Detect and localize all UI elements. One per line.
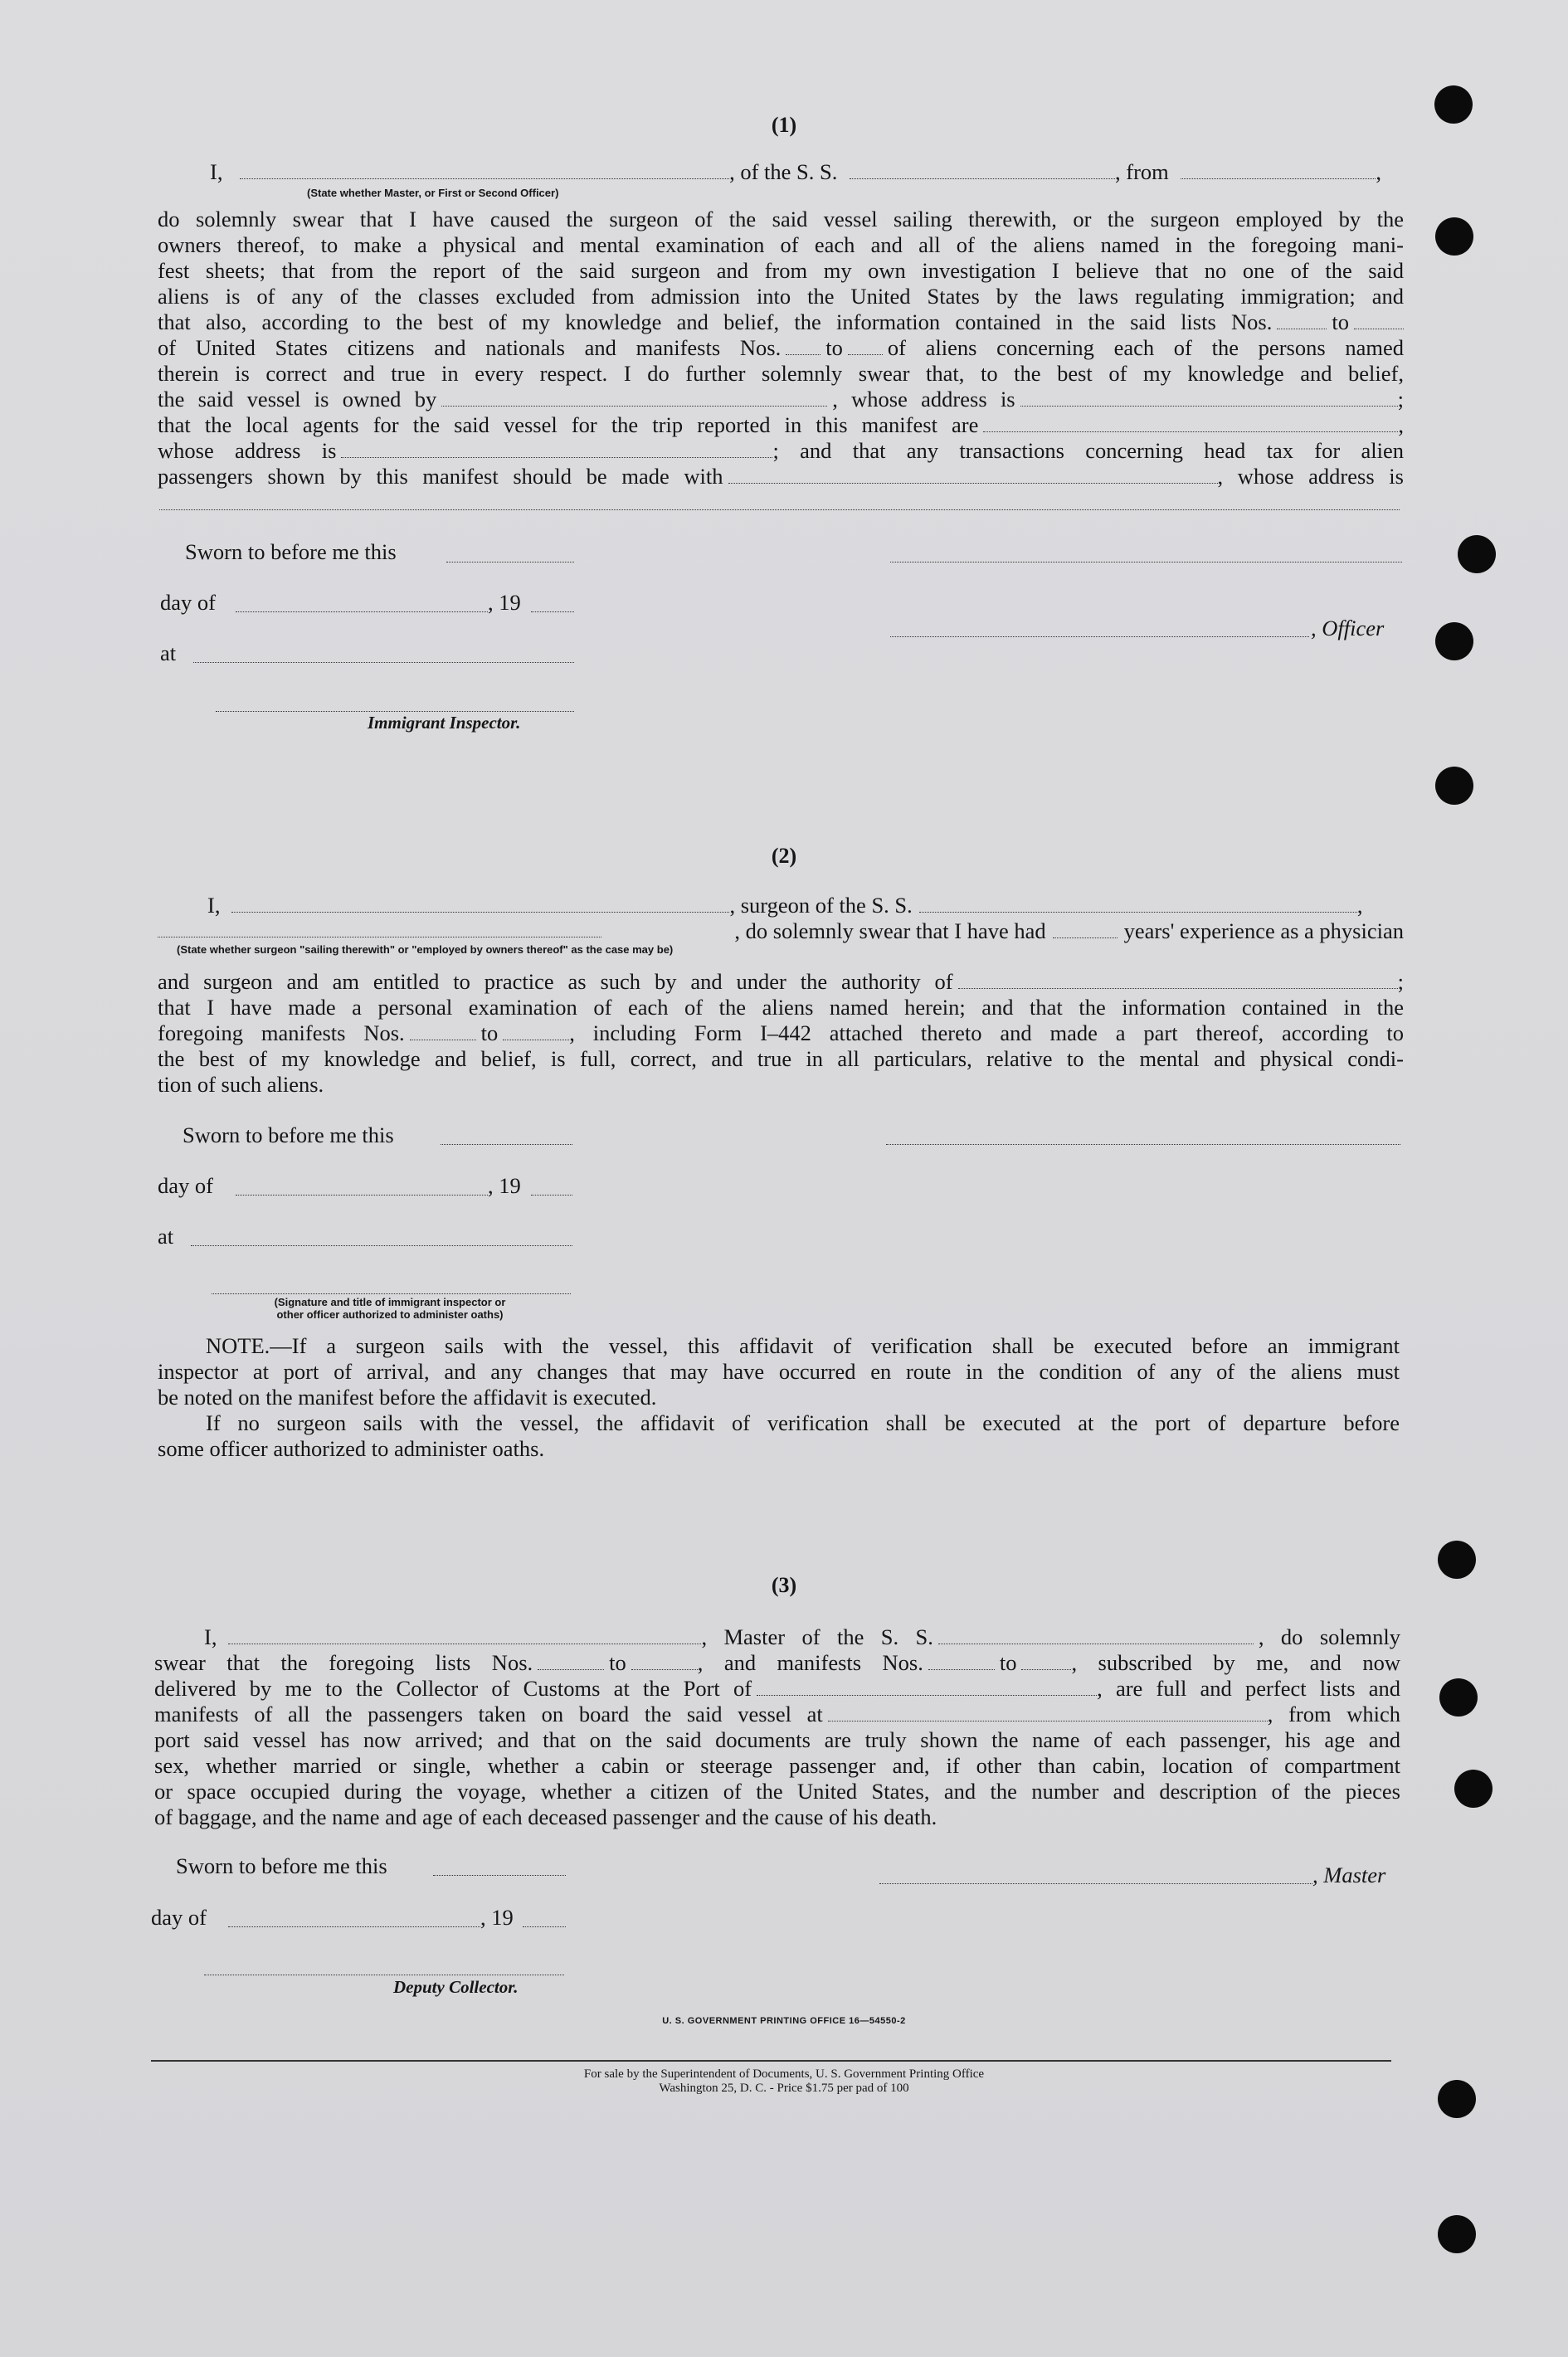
sworn-label: Sworn to before me this: [176, 1853, 387, 1878]
surgeon-name-field[interactable]: [231, 894, 729, 913]
master-manifest-from-field[interactable]: [928, 1651, 995, 1670]
citizen-list-to-field[interactable]: [1354, 310, 1404, 329]
agent-address-field[interactable]: [341, 439, 772, 458]
practice-authority-field[interactable]: [958, 970, 1398, 989]
punch-hole-icon: [1435, 622, 1473, 660]
sworn-date-field[interactable]: [433, 1873, 566, 1876]
deputy-label: Deputy Collector.: [393, 1977, 519, 1997]
surgeon-manifest-to-field[interactable]: [503, 1021, 569, 1040]
head-tax-contact-field[interactable]: [728, 465, 1218, 484]
signature-note: (Signature and title of immigrant inspector or other officer authorized to administer oaths): [274, 1296, 506, 1321]
at-label: at: [160, 640, 177, 665]
footer-divider: [151, 2060, 1391, 2062]
inspector-label: Immigrant Inspector.: [368, 713, 521, 733]
inspector-signature-field[interactable]: [212, 1292, 571, 1294]
sworn-year-field[interactable]: [531, 1193, 572, 1196]
officer-rank-note: (State whether Master, or First or Second Officer): [307, 187, 559, 199]
sworn-month-field[interactable]: [236, 610, 488, 612]
years-experience-field[interactable]: [1053, 919, 1118, 938]
punch-hole-icon: [1439, 1678, 1478, 1717]
punch-hole-icon: [1454, 1770, 1493, 1808]
section-2-number: (2): [771, 844, 797, 868]
year-label: , 19: [488, 590, 521, 615]
punch-hole-icon: [1458, 535, 1496, 573]
sale-note: For sale by the Superintendent of Documents, U. S. Government Printing Office Washington 25, D. C. - Price $1.75 per pad of 100: [583, 2067, 985, 2095]
section-2-body: and surgeon and am entitled to practice as such by and under the authority of ; that I have made a personal examination of each of the aliens named herein; and that the information contained in the foregoing manifests Nos. to , including Form I–442 attached thereto and made a part thereof, according to the best of my knowledge and belief, is full, correct, and true in all particulars, relative to the mental and physical condi- tion of such aliens.: [158, 969, 1404, 1097]
alien-manifest-from-field[interactable]: [786, 336, 821, 355]
deputy-signature-field[interactable]: [204, 1973, 564, 1975]
sworn-month-field[interactable]: [228, 1925, 480, 1927]
sworn-label: Sworn to before me this: [185, 539, 397, 564]
sworn-month-field[interactable]: [236, 1193, 488, 1196]
day-of-label: day of: [151, 1905, 207, 1930]
section-1-number: (1): [771, 113, 797, 137]
surgeon-status-note: (State whether surgeon "sailing therewith" or "employed by owners thereof" as the case may be): [177, 943, 674, 956]
master-signature-field[interactable]: [879, 1882, 1312, 1884]
surgeon-status-field[interactable]: [158, 918, 601, 937]
printer-imprint: U. S. GOVERNMENT PRINTING OFFICE 16—54550-2: [662, 2016, 906, 2026]
officer-rank-field[interactable]: [240, 160, 729, 179]
section-1-body: do solemnly swear that I have caused the surgeon of the said vessel sailing therewith, or the surgeon employed by the owners thereof, to make a physical and mental examination of each and all of the aliens named in the foregoing mani- fest sheets; that from the report of the said surgeon and from my own investigation I believe that no one of the said aliens is of any of the classes excluded from admission into the United States by the laws regulating immigration; and that also, according to the best of my knowledge and belief, the information contained in the said lists Nos. to of United States citizens and nationals and manifests Nos. to of aliens concerning each of the persons named therein is correct and true in every respect. I do further solemnly swear that, to the best of my knowledge and belief, the said vessel is owned by , whose address is ; that the local agents for the said vessel for the trip reported in this manifest are , whose address is ; and that any transactions concerning head tax for alien passengers shown by this manifest should be made with , whose address is: [158, 207, 1404, 489]
year-label: , 19: [488, 1173, 521, 1198]
ship-name-field[interactable]: [850, 160, 1115, 179]
at-label: at: [158, 1224, 174, 1249]
surgeon-manifest-from-field[interactable]: [410, 1021, 476, 1040]
officer-title-field[interactable]: [890, 635, 1309, 637]
boarding-port-field[interactable]: [828, 1702, 1268, 1721]
section-1-header-line: I, , of the S. S. , from ,: [210, 159, 1382, 184]
officer-signature-field[interactable]: [890, 560, 1402, 562]
surgeon-signature-field[interactable]: [886, 1142, 1400, 1145]
sworn-place-field[interactable]: [193, 660, 574, 663]
day-of-label: day of: [158, 1173, 213, 1198]
sworn-year-field[interactable]: [523, 1925, 566, 1927]
sworn-place-field[interactable]: [191, 1244, 572, 1246]
year-label: , 19: [480, 1905, 514, 1930]
sworn-date-field[interactable]: [441, 1142, 572, 1145]
section-2-header: I, , surgeon of the S. S. , , do solemnly swear that I have had years' experience as a physician: [158, 893, 1404, 944]
local-agents-field[interactable]: [983, 413, 1398, 432]
inspector-signature-field[interactable]: [216, 709, 574, 712]
section-3-number: (3): [771, 1573, 797, 1597]
owner-address-field[interactable]: [1020, 387, 1398, 407]
sworn-year-field[interactable]: [531, 610, 574, 612]
sworn-date-field[interactable]: [446, 560, 574, 562]
master-ship-field[interactable]: [938, 1625, 1254, 1644]
officer-label: , Officer: [1311, 616, 1385, 640]
alien-manifest-to-field[interactable]: [848, 336, 883, 355]
head-tax-address-field[interactable]: [159, 508, 1400, 510]
master-label: , Master: [1312, 1863, 1386, 1887]
vessel-owner-field[interactable]: [441, 387, 827, 407]
sworn-label: Sworn to before me this: [183, 1122, 394, 1147]
day-of-label: day of: [160, 590, 216, 615]
section-3-body: I, , Master of the S. S. , do solemnly swear that the foregoing lists Nos. to , and manifests Nos. to , subscribed by me, and now delivered by me to the Collector of Customs at the Port of , are full and perfect lists and manifests of all the passengers taken on board the said vessel at , from which port said vessel has now arrived; and that on the said documents are truly shown the name of each passenger, his age and sex, whether married or single, whether a cabin or steerage passenger and, if other than cabin, location of compartment or space occupied during the voyage, whether a citizen of the United States, and the number and description of the pieces of baggage, and the name and age of each deceased passenger and the cause of his death.: [154, 1624, 1401, 1829]
punch-hole-icon: [1435, 217, 1473, 256]
master-list-to-field[interactable]: [631, 1651, 698, 1670]
punch-hole-icon: [1438, 2215, 1476, 2253]
master-name-field[interactable]: [228, 1625, 701, 1644]
punch-hole-icon: [1435, 767, 1473, 805]
departure-port-field[interactable]: [1181, 160, 1376, 179]
arrival-port-field[interactable]: [757, 1677, 1097, 1696]
surgeon-note: NOTE.—If a surgeon sails with the vessel, this affidavit of verification shall be executed before an immigrant inspector at port of arrival, and any changes that may have occurred en route in the condition of any of the aliens must be noted on the manifest before the affidavit is executed. If no surgeon sails with the vessel, the affidavit of verification shall be executed at the port of departure before some officer authorized to administer oaths.: [158, 1333, 1400, 1461]
master-list-from-field[interactable]: [538, 1651, 604, 1670]
master-manifest-to-field[interactable]: [1021, 1651, 1071, 1670]
surgeon-ship-field[interactable]: [919, 894, 1357, 913]
citizen-list-from-field[interactable]: [1277, 310, 1327, 329]
